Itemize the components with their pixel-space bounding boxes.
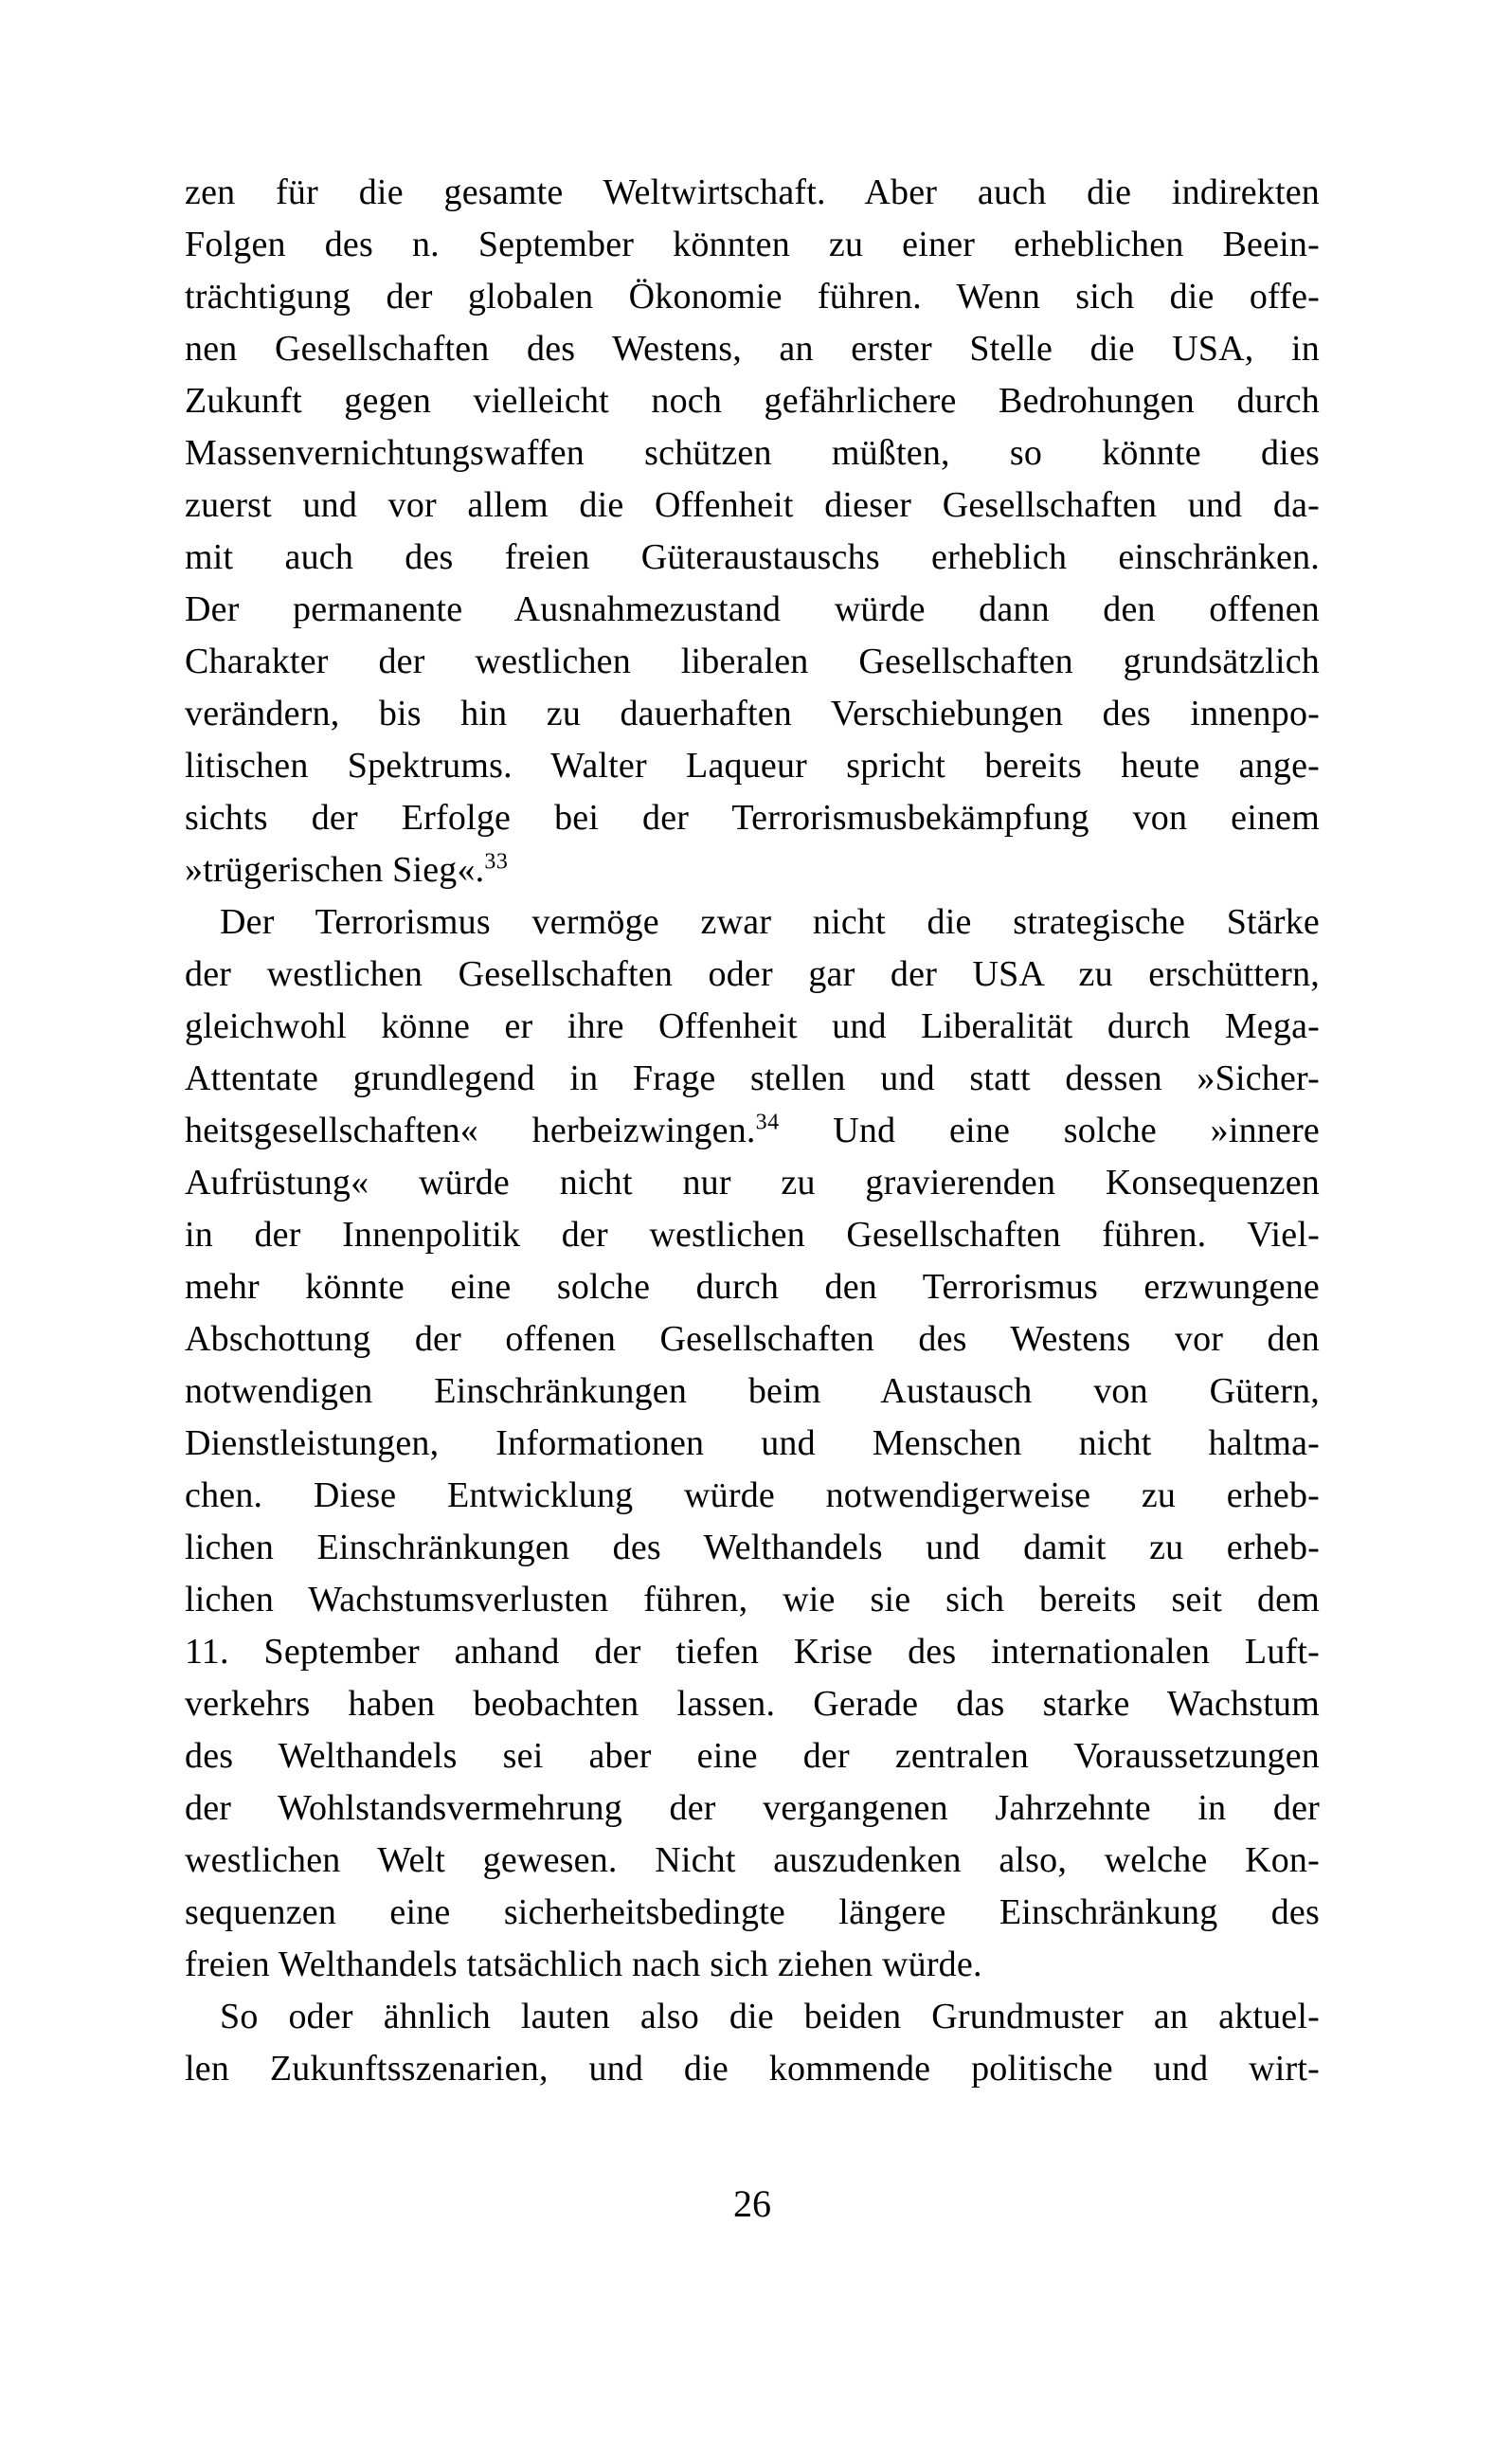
text-line bbox=[185, 844, 1320, 896]
text-line bbox=[185, 1105, 1320, 1157]
text-line bbox=[185, 1991, 1320, 2043]
footnote-ref: 34 bbox=[755, 1110, 780, 1135]
line-text: freien Welthandels tatsächlich nach sich ziehen würde. bbox=[185, 1944, 982, 1984]
line-text: Folgen des n. September könnten zu einer erheblichen Beein- bbox=[185, 225, 1320, 264]
line-text: nen Gesellschaften des Westens, an erster Stelle die USA, in bbox=[185, 329, 1320, 369]
text-line bbox=[185, 688, 1320, 740]
line-text: So oder ähnlich lauten also die beiden Grundmuster an aktuel- bbox=[220, 1997, 1320, 2036]
text-block bbox=[185, 167, 1320, 2095]
text-line bbox=[185, 1053, 1320, 1105]
text-line bbox=[185, 1626, 1320, 1678]
text-line bbox=[185, 740, 1320, 792]
line-text: des Welthandels sei aber eine der zentralen Voraussetzungen bbox=[185, 1736, 1320, 1776]
line-text: Attentate grundlegend in Frage stellen und statt dessen »Sicher- bbox=[185, 1058, 1320, 1098]
line-text: sichts der Erfolge bei der Terrorismusbekämpfung von einem bbox=[185, 798, 1320, 838]
line-text: Der Terrorismus vermöge zwar nicht die strategische Stärke bbox=[220, 902, 1320, 942]
line-text: Und eine solche »innere bbox=[779, 1111, 1320, 1150]
line-text: heitsgesellschaften« herbeizwingen. bbox=[185, 1111, 756, 1150]
page-number: 26 bbox=[733, 2182, 771, 2225]
text-line bbox=[185, 427, 1320, 479]
line-text: sequenzen eine sicherheitsbedingte längere Einschränkung des bbox=[185, 1892, 1320, 1932]
text-line bbox=[185, 167, 1320, 219]
line-text: zuerst und vor allem die Offenheit dieser Gesellschaften und da- bbox=[185, 485, 1320, 525]
text-line bbox=[185, 219, 1320, 271]
line-text: 11. September anhand der tiefen Krise des internationalen Luft- bbox=[185, 1632, 1320, 1672]
line-text: lichen Einschränkungen des Welthandels und damit zu erheb- bbox=[185, 1528, 1320, 1567]
text-line bbox=[185, 2043, 1320, 2095]
text-line bbox=[185, 1209, 1320, 1261]
line-text: Charakter der westlichen liberalen Gesellschaften grundsätzlich bbox=[185, 642, 1320, 681]
text-line bbox=[185, 1261, 1320, 1313]
line-text: notwendigen Einschränkungen beim Austausch von Gütern, bbox=[185, 1371, 1320, 1411]
line-text: in der Innenpolitik der westlichen Gesellschaften führen. Viel- bbox=[185, 1215, 1320, 1255]
text-line bbox=[185, 1887, 1320, 1939]
text-line bbox=[185, 532, 1320, 584]
line-text: Der permanente Ausnahmezustand würde dann den offenen bbox=[185, 589, 1320, 629]
text-line bbox=[185, 636, 1320, 688]
line-text: mit auch des freien Güteraustauschs erheblich einschränken. bbox=[185, 537, 1320, 577]
line-text: Zukunft gegen vielleicht noch gefährlichere Bedrohungen durch bbox=[185, 381, 1320, 421]
line-text: litischen Spektrums. Walter Laqueur spricht bereits heute ange- bbox=[185, 746, 1320, 786]
text-line bbox=[185, 1313, 1320, 1366]
line-text: Aufrüstung« würde nicht nur zu gravierenden Konsequenzen bbox=[185, 1163, 1320, 1203]
line-text: »trügerischen Sieg«. bbox=[185, 850, 485, 890]
text-line bbox=[185, 271, 1320, 323]
text-line bbox=[185, 1157, 1320, 1209]
line-text: zen für die gesamte Weltwirtschaft. Aber auch die indirekten bbox=[185, 172, 1320, 212]
line-text: Dienstleistungen, Informationen und Menschen nicht haltma- bbox=[185, 1423, 1320, 1463]
line-text: lichen Wachstumsverlusten führen, wie sie sich bereits seit dem bbox=[185, 1580, 1320, 1619]
line-text: der westlichen Gesellschaften oder gar der USA zu erschüttern, bbox=[185, 954, 1320, 994]
text-line bbox=[185, 1939, 1320, 1991]
line-text: Massenvernichtungswaffen schützen müßten, so könnte dies bbox=[185, 433, 1320, 473]
text-line bbox=[185, 584, 1320, 636]
text-line bbox=[185, 792, 1320, 844]
line-text: trächtigung der globalen Ökonomie führen. Wenn sich die offe- bbox=[185, 277, 1320, 317]
text-line bbox=[185, 1730, 1320, 1782]
line-text: mehr könnte eine solche durch den Terrorismus erzwungene bbox=[185, 1267, 1320, 1307]
text-line bbox=[185, 1574, 1320, 1626]
text-line bbox=[185, 949, 1320, 1001]
text-line bbox=[185, 323, 1320, 375]
text-line bbox=[185, 1835, 1320, 1887]
footnote-ref: 33 bbox=[484, 849, 509, 875]
line-text: len Zukunftsszenarien, und die kommende politische und wirt- bbox=[185, 2049, 1320, 2089]
text-line bbox=[185, 1678, 1320, 1730]
text-line bbox=[185, 375, 1320, 427]
line-text: Abschottung der offenen Gesellschaften des Westens vor den bbox=[185, 1319, 1320, 1359]
line-text: chen. Diese Entwicklung würde notwendigerweise zu erheb- bbox=[185, 1475, 1320, 1515]
text-line bbox=[185, 1366, 1320, 1418]
line-text: westlichen Welt gewesen. Nicht auszudenken also, welche Kon- bbox=[185, 1840, 1320, 1880]
line-text: verändern, bis hin zu dauerhaften Verschiebungen des innenpo- bbox=[185, 694, 1320, 733]
line-text: verkehrs haben beobachten lassen. Gerade das starke Wachstum bbox=[185, 1684, 1320, 1724]
text-line bbox=[185, 896, 1320, 949]
line-text: der Wohlstandsvermehrung der vergangenen Jahrzehnte in der bbox=[185, 1788, 1320, 1828]
text-line bbox=[185, 1001, 1320, 1053]
text-line bbox=[185, 1418, 1320, 1470]
text-line bbox=[185, 1470, 1320, 1522]
text-line bbox=[185, 1522, 1320, 1574]
text-line bbox=[185, 1782, 1320, 1835]
line-text: gleichwohl könne er ihre Offenheit und Liberalität durch Mega- bbox=[185, 1006, 1320, 1046]
text-line bbox=[185, 479, 1320, 532]
